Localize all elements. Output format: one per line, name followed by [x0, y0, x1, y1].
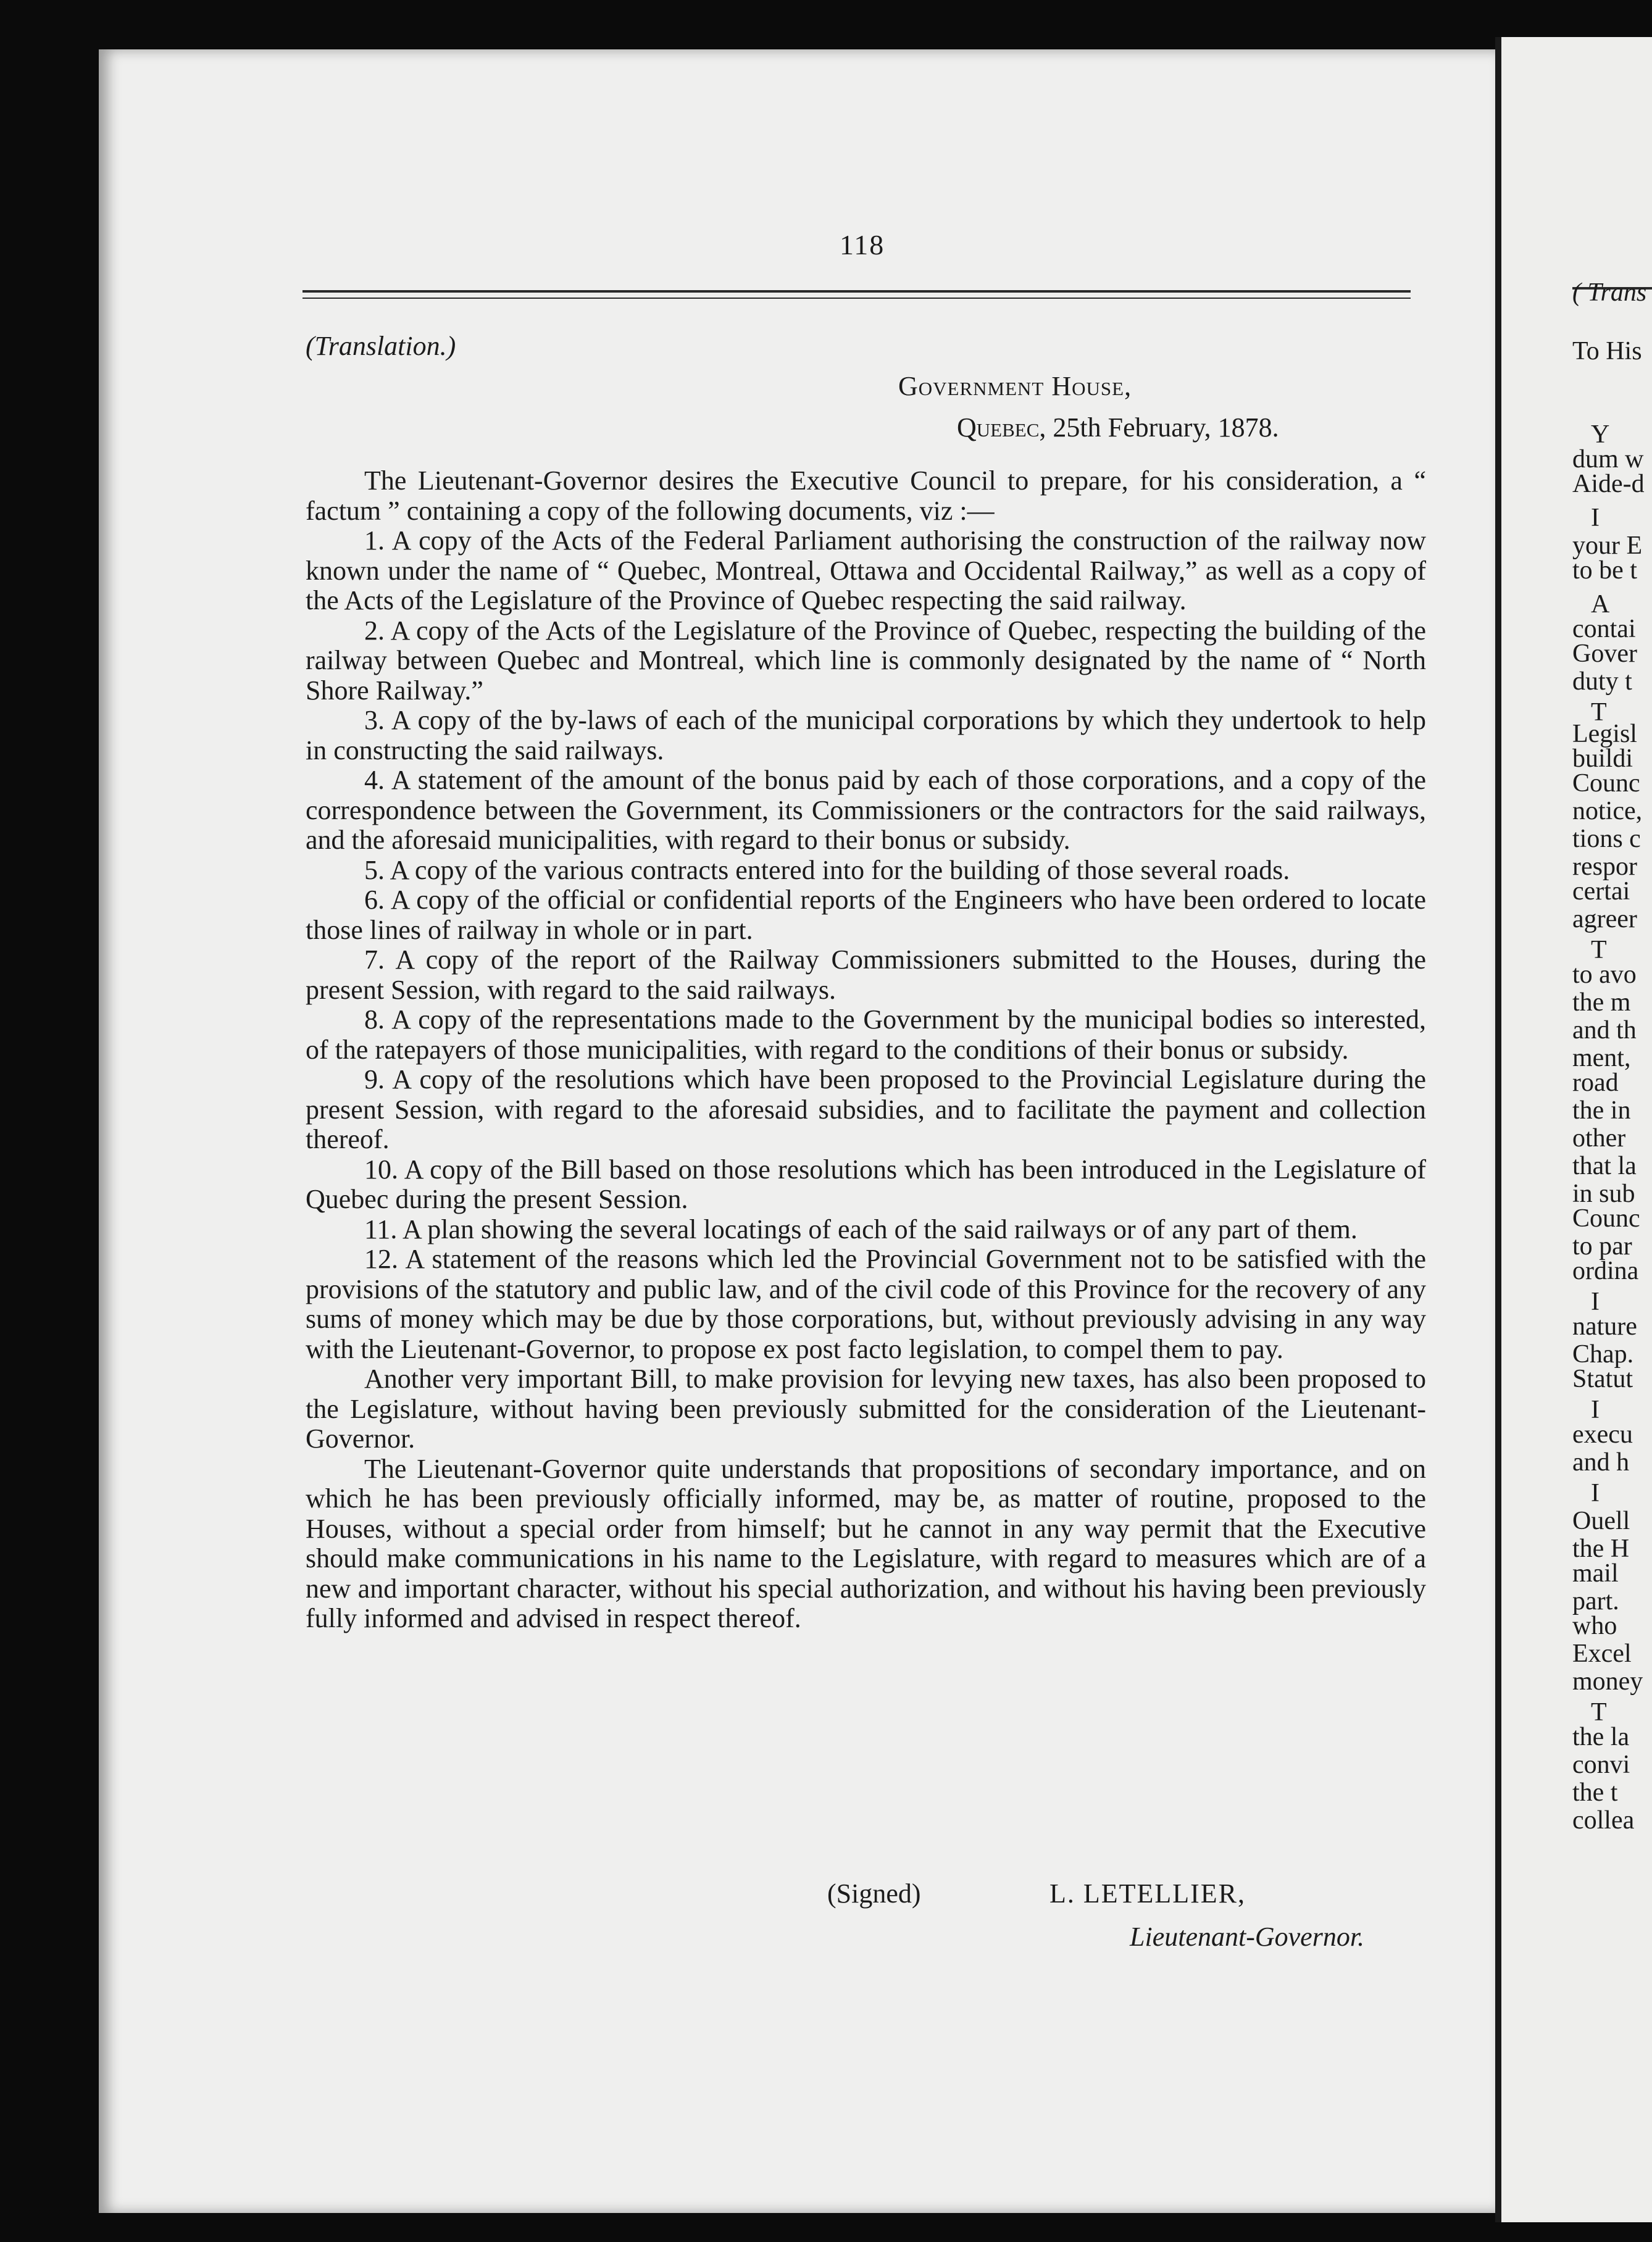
paragraph: 4. A statement of the amount of the bonus paid by each of those corporations, and a copy of the correspondence between the Government, its Commissioners or the contractors for the said railways, and the aforesaid municipalities, with regard to their bonus or subsidy. [306, 765, 1426, 855]
right-page-fragment: A [1591, 590, 1610, 619]
paragraph: 9. A copy of the resolutions which have been proposed to the Provincial Legislature during the present Session, with regard to the aforesaid subsidies, and to facilitate the payment and collection thereof. [306, 1064, 1426, 1154]
paragraph: Another very important Bill, to make provision for levying new taxes, has also been proposed to the Legislature, without having been previously submitted for the consideration of the Lieutenant-Governor. [306, 1364, 1426, 1454]
signed-label: (Signed) [827, 1878, 921, 1909]
right-page-fragment: Legisl [1572, 720, 1637, 748]
right-page-fragment: nature [1572, 1312, 1637, 1341]
right-page-fragment: and h [1572, 1448, 1630, 1477]
right-page-fragment: ( Trans [1572, 278, 1647, 307]
right-page-fragment: the la [1572, 1723, 1630, 1751]
signer-name: L. LETELLIER, [1049, 1878, 1246, 1909]
right-page-fragment: Excel [1572, 1640, 1632, 1668]
right-page-fragment: agreer [1572, 905, 1637, 933]
right-page-fragment: execu [1572, 1420, 1633, 1449]
right-page-fragment: To His [1572, 337, 1642, 365]
right-page-fragment: Counc [1572, 1204, 1640, 1233]
right-page-fragment: T [1591, 698, 1607, 727]
right-page-fragment: the in [1572, 1096, 1631, 1125]
page-gutter [1495, 37, 1501, 2222]
header-rule-thin [302, 298, 1411, 299]
right-page-fragment: I [1591, 1479, 1600, 1507]
right-page-fragment: to avo [1572, 961, 1637, 989]
right-page-fragment: notice, [1572, 797, 1643, 825]
right-page-fragment: T [1591, 1698, 1607, 1727]
right-page-fragment: I [1591, 1288, 1600, 1316]
paragraph: 12. A statement of the reasons which led the Provincial Government not to be satisfied with the provisions of the statutory and public law, and of the civil code of this Province for the recovery of any sums of money which may be due by those corporations, but, without previously advising in any way with the Lieutenant-Governor, to propose ex post facto legislation, to compel them to pay. [306, 1244, 1426, 1364]
right-page-fragment: dum w [1572, 445, 1644, 473]
right-page-fragment: Statut [1572, 1365, 1633, 1393]
right-page-fragment: I [1591, 504, 1600, 532]
paragraph: 2. A copy of the Acts of the Legislature of the Province of Quebec, respecting the building of the railway between Quebec and Montreal, which line is commonly designated by the name of “ North Shore Railway.” [306, 615, 1426, 706]
right-page-fragment: certai [1572, 877, 1630, 906]
right-page-fragment: your E [1572, 531, 1643, 560]
paragraph: 6. A copy of the official or confidential reports of the Engineers who have been ordered to locate those lines of railway in whole or in part. [306, 885, 1426, 945]
header-rule [302, 290, 1411, 293]
right-page-fragment: collea [1572, 1806, 1635, 1835]
right-page-fragment: respor [1572, 852, 1637, 881]
right-page-fragment: contai [1572, 615, 1636, 643]
right-page-fragment: to be t [1572, 556, 1637, 585]
paragraph: The Lieutenant-Governor quite understands that propositions of secondary importance, and on which he has been previously officially informed, may be, as matter of routine, proposed to the Houses, without a special order from himself; but he cannot in any way permit that the Executive should make communications in his name to the Legislature, with regard to measures which are of a new and important character, without his special authorization, and without his having been previously fully informed and advised in respect thereof. [306, 1453, 1426, 1633]
right-page-fragment: part. [1572, 1587, 1619, 1615]
right-page-fragment: who [1572, 1612, 1617, 1640]
translation-label: (Translation.) [306, 331, 456, 361]
page-number: 118 [840, 229, 885, 260]
right-page-fragment: the m [1572, 988, 1631, 1017]
right-page-fragment: to par [1572, 1232, 1632, 1261]
right-page-fragment: Aide-d [1572, 470, 1645, 498]
right-page-fragment: in sub [1572, 1180, 1635, 1208]
right-page-fragment: buildi [1572, 744, 1633, 773]
right-page-fragment: Counc [1572, 769, 1640, 798]
right-page-fragment: mail [1572, 1559, 1619, 1588]
right-page-fragment: and th [1572, 1016, 1637, 1044]
paragraph: 1. A copy of the Acts of the Federal Parliament authorising the construction of the railway now known under the name of “ Quebec, Montreal, Ottawa and Occidental Railway,” as well as a copy of the Acts of the Legislature of the Province of Quebec respecting the said railway. [306, 525, 1426, 615]
right-page-fragment: money [1572, 1667, 1643, 1696]
dateline-date: 25th February, 1878. [1053, 412, 1279, 443]
place-heading: Government House, [898, 371, 1132, 401]
right-page-fragment: T [1591, 936, 1607, 964]
right-page-fragment: Y [1591, 420, 1610, 449]
paragraph: 11. A plan showing the several locatings of each of the said railways or of any part of them. [364, 1214, 1358, 1244]
dateline [957, 412, 1279, 443]
right-page-fragment: Gover [1572, 640, 1637, 668]
right-page-fragment: duty t [1572, 667, 1632, 696]
scanned-page-right [1501, 37, 1652, 2222]
dateline-place: Quebec, [957, 412, 1046, 443]
right-page-fragment: ordina [1572, 1257, 1639, 1285]
right-page-fragment: the H [1572, 1535, 1630, 1563]
right-page-fragment: road [1572, 1069, 1619, 1097]
paragraph: 8. A copy of the representations made to the Government by the municipal bodies so interested, of the ratepayers of those municipalities, with regard to the conditions of their bonus or subsidy. [306, 1004, 1426, 1065]
right-page-fragment: convi [1572, 1751, 1630, 1779]
paragraph: 7. A copy of the report of the Railway Commissioners submitted to the Houses, during the present Session, with regard to the said railways. [306, 944, 1426, 1005]
signer-title: Lieutenant-Governor. [1130, 1922, 1365, 1952]
right-page-fragment: ment, [1572, 1044, 1631, 1072]
right-page-fragment: Ouell [1572, 1507, 1630, 1535]
right-page-fragment: Chap. [1572, 1340, 1634, 1369]
paragraph: 5. A copy of the various contracts entered into for the building of those several roads. [364, 854, 1290, 885]
right-page-fragment: that la [1572, 1152, 1637, 1180]
right-page-fragment: I [1591, 1396, 1600, 1424]
right-page-fragment: other [1572, 1124, 1626, 1152]
paragraph: 10. A copy of the Bill based on those resolutions which has been introduced in the Legislature of Quebec during the present Session. [306, 1154, 1426, 1214]
letter-body [306, 466, 1426, 1634]
right-page-fragment: the t [1572, 1778, 1618, 1807]
paragraph: 3. A copy of the by-laws of each of the municipal corporations by which they undertook to help in constructing the said railways. [306, 705, 1426, 765]
right-page-fragment: tions c [1572, 825, 1641, 853]
paragraph: The Lieutenant-Governor desires the Executive Council to prepare, for his consideration, a “ factum ” containing a copy of the following documents, viz :— [306, 465, 1426, 526]
